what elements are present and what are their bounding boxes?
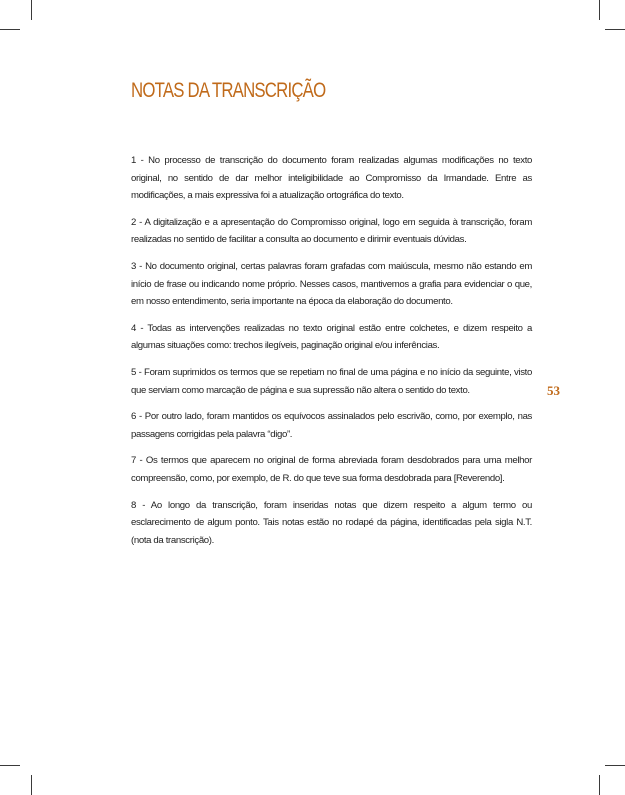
crop-mark-bottom-left <box>31 775 32 795</box>
crop-mark-top-left <box>31 0 32 20</box>
crop-mark-bottom-right-horizontal <box>605 765 625 766</box>
page-number: 53 <box>547 383 560 398</box>
note-paragraph-4: 4 - Todas as intervenções realizadas no texto original estão entre colchetes, e dizem respeito a algumas situações como: trechos ilegíveis, paginação original e/ou inferências. <box>131 322 532 352</box>
crop-mark-bottom-left-horizontal <box>0 765 20 766</box>
note-paragraph-3: 3 - No documento original, certas palavras foram grafadas com maiúscula, mesmo não estando em início de frase ou indicando nome próprio. Nesses casos, mantivemos a grafia para evidenciar o que, em nosso entendimento, seria importante na época da elaboração do documento. <box>131 260 532 308</box>
crop-mark-top-left-horizontal <box>0 29 20 30</box>
page-title: NOTAS DA TRANSCRIÇÃO <box>131 79 326 102</box>
note-paragraph-7: 7 - Os termos que aparecem no original de forma abreviada foram desdobrados para uma melhor compreensão, como, por exemplo, de R. do que teve sua forma desdobrada para [Reverendo]. <box>131 455 532 484</box>
note-paragraph-5: 5 - Foram suprimidos os termos que se repetiam no final de uma página e no início da seguinte, visto que serviam como marcação de página e sua supressão não altera o sentido do texto. <box>131 366 532 396</box>
note-paragraph-1: 1 - No processo de transcrição do documento foram realizadas algumas modificações no texto original, no sentido de dar melhor inteligibilidade ao Compromisso da Irmandade. Entre as modificações, a mais expressiva foi a atualização ortográfica do texto. <box>131 155 532 202</box>
note-paragraph-8: 8 - Ao longo da transcrição, foram inseridas notas que dizem respeito a algum termo ou esclarecimento de algum ponto. Tais notas estão no rodapé da página, identificadas pela sigla N.T. (nota da transcrição). <box>131 499 532 546</box>
note-paragraph-2: 2 - A digitalização e a apresentação do Compromisso original, logo em seguida à transcrição, foram realizadas no sentido de facilitar a consulta ao documento e dirimir eventuais dúvidas. <box>131 216 532 246</box>
crop-mark-top-right-horizontal <box>605 29 625 30</box>
crop-mark-bottom-right <box>599 775 600 795</box>
crop-mark-top-right <box>599 0 600 20</box>
notes-body <box>131 152 532 558</box>
note-paragraph-6: 6 - Por outro lado, foram mantidos os equívocos assinalados pelo escrivão, como, por exemplo, nas passagens corrigidas pela palavra “digo”. <box>131 411 532 440</box>
